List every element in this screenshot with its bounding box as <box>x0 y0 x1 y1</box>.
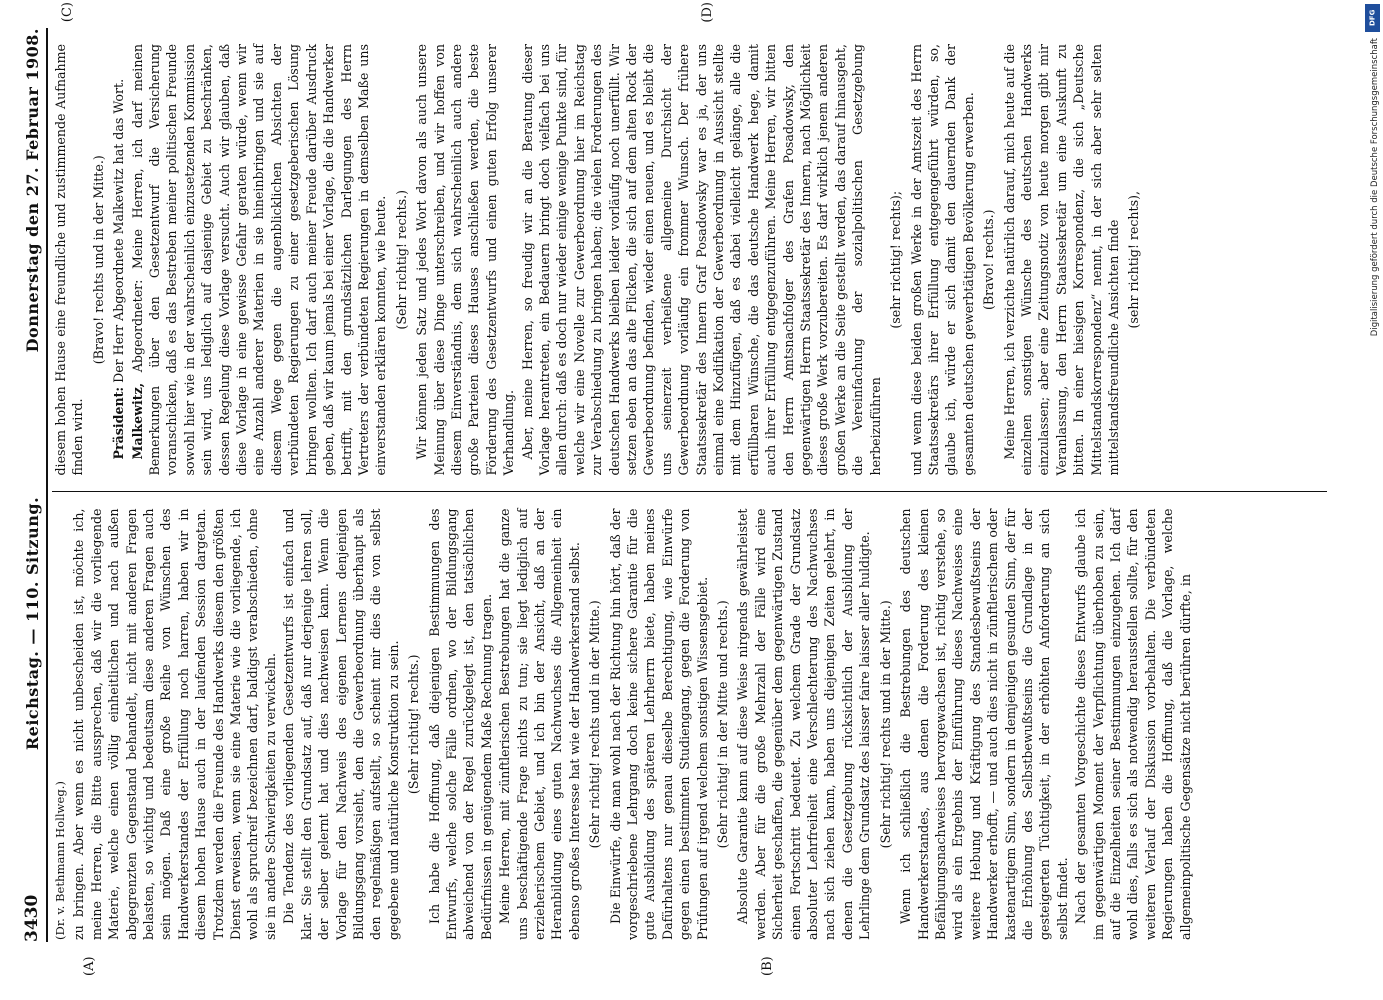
speaker-continuation: (Dr. v. Bethmann Hollweg.) <box>53 781 67 940</box>
digitization-credit-band <box>1361 0 1383 1000</box>
right-column <box>52 28 1327 492</box>
paragraph <box>110 44 127 476</box>
paragraph-text: Abgeordneter: Meine Herren, ich darf meinen Bemerkungen über den Gesetzentwurf die Versicherung voranschicken, daß es das Bestreben meiner politischen Freunde sowohl hier wie in der wahrscheinlich einzusetzenden Kommission sein wird, uns lediglich auf dasjenige Gebiet zu beschränken, dessen Regelung diese Vorlage versucht. Auch wir glauben, daß diese Vorlage in eine gewisse Gefahr geraten würde, wenn wir eine Anzahl anderer Materien in sie hineinbringen und sie auf diesem Wege gegen die augenblicklichen Absichten der verbündeten Regierungen zu einer gesetzgeberischen Lösung bringen wollten. Ich darf auch meiner Freude darüber Ausdruck geben, daß wir kaum jemals bei einer Vorlage, die die Handwerker betrifft, mit den grundsätzlichen Darlegungen des Herrn Vertreters der verbündeten Regierungen in demselben Maße uns einverstanden erklären konnten, wie heute. <box>129 44 389 476</box>
interjection: (Bravo! rechts und in der Mitte.) <box>90 155 106 365</box>
paragraph: Absolute Garantie kann auf diese Weise nirgends gewährleistet werden. Aber für die große Mehrzahl der Fälle wird eine Sicherheit geschaffen, die gegenüber dem gegenwärtigen Zustand einen Fortschritt bedeutet. Zu welchem Grade der Grundsatz absoluter Lehrfreiheit eine Verschlechterung des Nachwuchses nach sich ziehen kann, haben uns diejenigen Zeiten gelehrt, in denen die Gesetzgebung rücksichtlich der Ausbildung der Lehrlinge dem Grundsatz des laisser faire laisser aller huldigte. <box>735 508 873 940</box>
paragraph: diesem hohen Hause eine freundliche und zustimmende Aufnahme finden wird. <box>53 44 86 476</box>
page-header <box>14 28 48 942</box>
margin-marker-c: (C) <box>60 2 75 23</box>
interjection: (Sehr richtig! rechts und in der Mitte.) <box>587 600 603 849</box>
interjection: (sehr richtig! rechts), <box>1126 191 1142 329</box>
text-columns <box>52 28 1327 942</box>
interjection: (sehr richtig! rechts); <box>888 190 904 329</box>
paragraph: Wenn ich schließlich die Bestrebungen des deutschen Handwerkerstandes, aus denen die Forderung des kleinen Befähigungsnachweises hervorgewachsen ist, richtig verstehe, so wird als ein Ergebnis der Einführung dieses Nachweises eine weitere Hebung und Kräftigung des Standesbewußtseins der Handwerker erhofft, — und auch dies nicht in zünftlerischem oder kastenartigem Sinn, sondern in demjenigen gesunden Sinn, der für die Erhöhung des Selbstbewußtseins die Grundlage in der gesteigerten Tüchtigkeit, in der erhöhten Anforderung an sich selbst findet. <box>898 508 1070 940</box>
paragraph: und wenn diese beiden großen Werke in der Amtszeit des Herrn Staatssekretärs ihrer Erfüllung entgegengeführt würden, so, glaube ich, würde er sich damit den dauernden Dank der gesamten deutschen gewerbtätigen Bevölkerung erwerben. <box>908 44 976 476</box>
paragraph: Aber, meine Herren, so freudig wir an die Beratung dieser Vorlage herantreten, ein Bedauern bringt doch vielfach bei uns allen durch: daß es doch nur wieder einige wenige Punkte sind, für welche wir eine Novelle zur Gewerbeordnung hier im Reichstag zur Verabschiedung zu bringen haben; die vielen Forderungen des deutschen Handwerks bleiben leider vorläufig noch unerfüllt. Wir setzen eben an das alte Flicken, die sich auf dem alten Rock der Gewerbeordnung befinden, wieder einen neuen, und es bleibt die uns seinerzeit verheißene allgemeine Durchsicht der Gewerbeordnung vorläufig ein frommer Wunsch. Der frühere Staatssekretär des Innern Graf Posadowsky war es ja, der uns einmal eine Kodifikation der Gewerbeordnung in Aussicht stellte mit dem Hinzufügen, daß es dabei vielleicht gelänge, alle die erfüllbaren Wünsche, die das deutsche Handwerk hege, damit auch ihrer Erfüllung entgegenzuführen. Meine Herren, wir bitten den Herrn Amtsnachfolger des Grafen Posadowsky, den gegenwärtigen Herrn Staatssekretär des Innern, nach Möglichkeit dieses große Werk vorzubereiten. Es darf wirklich jenem anderen großen Werke an die Seite gestellt werden, das darauf hinausgeht, die Vereinfachung der sozialpolitischen Gesetzgebung herbeizuführen <box>519 44 883 476</box>
session-title: Reichstag. — 110. Sitzung. <box>23 496 42 751</box>
paragraph: zu bringen. Aber wenn es nicht unbescheiden ist, möchte ich, meine Herren, die Bitte aussprechen, daß wir die vorliegende Materie, welche einen völlig einheitlichen und nach außen abgegrenzten Gegenstand behandelt, nicht mit anderen Fragen belasten, so wichtig und bedeutsam diese anderen Fragen auch sein mögen. Daß eine große Reihe von Wünschen des Handwerkerstandes der Erfüllung noch harren, haben wir in diesem hohen Hause auch in der laufenden Session dargetan. Trotzdem werden die Freunde des Handwerks diesem den größten Dienst erweisen, wenn sie eine Materie wie die vorliegende, ich wohl als spruchreif bezeichnen darf, baldigst verabschieden, ohne sie in andere Schwierigkeiten zu verwickeln. <box>71 508 278 940</box>
paragraph-text: Der Herr Abgeordnete Malkewitz hat das Wort. <box>111 78 127 383</box>
paragraph: Die Einwürfe, die man wohl nach der Richtung hin hört, daß der vorgeschriebene Lehrgang doch keine sichere Garantie für die gute Ausbildung des späteren Lehrherrn biete, haben meines Dafürhaltens nur genau dieselbe Berechtigung, wie Einwürfe gegen einen bestimmten Studiengang, gegen die Forderung von Prüfungen auf irgend welchem sonstigen Wissensgebiet. <box>607 508 710 940</box>
page-number: 3430 <box>22 894 42 942</box>
left-column <box>52 492 1327 943</box>
margin-marker-b: (B) <box>760 956 775 976</box>
dfg-logo-icon: DFG <box>1365 4 1380 32</box>
paragraph: Meine Herren, ich verzichte natürlich darauf, mich heute auf die einzelnen sonstigen Wünsche des deutschen Handwerks einzulassen; aber eine Zeitungsnotiz von heute morgen gibt mir Veranlassung, den Herrn Staatssekretär um eine Auskunft zu bitten. In einer hiesigen Korrespondenz, die sich „Deutsche Mittelstandskorrespondenz“ nennt, in der sich aber sehr selten mittelstandsfreundliche Ansichten finde <box>1001 44 1121 476</box>
interjection: (Sehr richtig! rechts und in der Mitte.) <box>877 600 893 849</box>
speaker-president: Präsident: <box>111 386 127 460</box>
interjection: (Sehr richtig! rechts.) <box>393 189 409 330</box>
interjection: (Bravo! rechts.) <box>981 209 997 311</box>
margin-marker-d: (D) <box>700 2 715 23</box>
digitization-credit: Digitalisierung gefördert durch die Deutsche Forschungsgemeinschaft <box>1370 38 1380 337</box>
paragraph <box>129 44 390 476</box>
paragraph: Die Tendenz des vorliegenden Gesetzentwurfs ist einfach und klar. Sie stellt den Grundsatz auf, daß nur derjenige lehren soll, der selber gelernt hat und dies nachweisen kann. Wenn die Vorlage für den Nachweis des eigenen Lernens denjenigen Bildungsgang vorsieht, den die Gewerbeordnung überhaupt als den regelmäßigen aufstellt, so scheint mir dies die von selbst gegebene und natürliche Konstruktion zu sein. <box>281 508 401 940</box>
paragraph: Ich habe die Hoffnung, daß diejenigen Bestimmungen des Entwurfs, welche solche Fälle ordnen, wo der Bildungsgang abweichend von der Regel zurückgelegt ist, den tatsächlichen Bedürfnissen in genügendem Maße Rechnung tragen. <box>426 508 494 940</box>
interjection: (Sehr richtig! rechts.) <box>406 654 422 795</box>
speaker-malkewitz: Malkewitz, <box>129 382 145 460</box>
interjection: (Sehr richtig! in der Mitte und rechts.) <box>715 600 731 849</box>
margin-marker-a: (A) <box>82 956 97 976</box>
paragraph: Wir können jeden Satz und jedes Wort davon als auch unsere Meinung über diese Dinge unterschreiben, und wir hoffen von diesem Einverständnis, dem sich wahrscheinlich auch andere große Parteien dieses Hauses anschließen werden, die beste Förderung des Gesetzentwurfs und einen guten Erfolg unserer Verhandlung. <box>414 44 517 476</box>
paragraph: Meine Herren, mit zünftlerischen Bestrebungen hat die ganze uns beschäftigende Frage nichts zu tun; sie liegt lediglich auf erzieherischem Gebiet, und ich bin der Ansicht, daß an der Heranbildung eines guten Nachwuchses die Allgemeinheit ein ebenso großes Interesse hat wie der Handwerkerstand selbst. <box>497 508 582 940</box>
paragraph: Nach der gesamten Vorgeschichte dieses Entwurfs glaube ich im gegenwärtigen Moment der Verpflichtung überhoben zu sein, auf die Einzelheiten seiner Bestimmungen einzugehen. Ich darf wohl dies, falls es sich als notwendig herausstellen sollte, für den weiteren Verlauf der Diskussion vorbehalten. Die verbündeten Regierungen haben die Hoffnung, daß die Vorlage, welche allgemeinpolitische Gegensätze nicht berühren dürfte, in <box>1073 508 1193 940</box>
session-date: Donnerstag den 27. Februar 1908. <box>23 28 42 353</box>
